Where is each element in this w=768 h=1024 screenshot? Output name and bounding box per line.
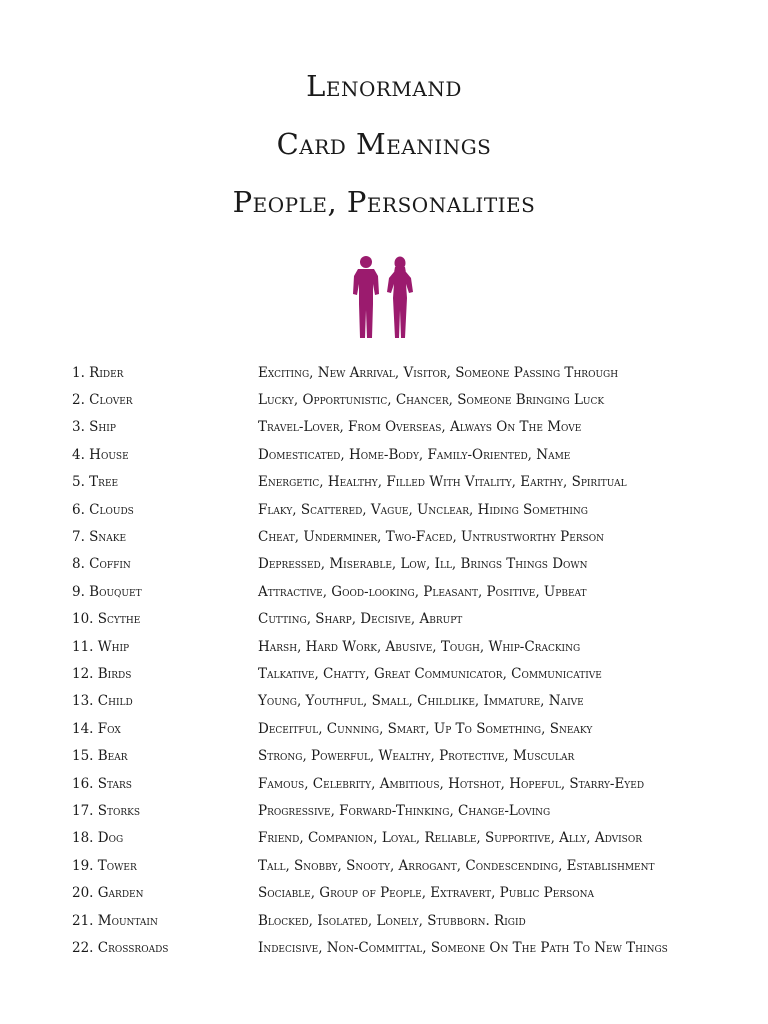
list-item: [72, 688, 712, 715]
list-item: [72, 469, 712, 496]
card-name: 7. Snake: [72, 529, 127, 546]
card-name: 14. Fox: [72, 720, 121, 737]
card-meaning: Energetic, Healthy, Filled With Vitality, Earthy, Spiritual: [258, 474, 627, 491]
title-line-3: People, Personalities: [232, 185, 536, 219]
card-meaning: Depressed, Miserable, Low, Ill, Brings Things Down: [258, 556, 588, 573]
card-name: 10. Scythe: [72, 611, 141, 628]
card-name: 1. Rider: [72, 364, 124, 381]
card-name: 4. House: [72, 446, 129, 463]
card-meaning: Sociable, Group of People, Extravert, Public Persona: [258, 885, 595, 902]
list-item: [72, 386, 712, 413]
card-name: 11. Whip: [72, 638, 130, 655]
card-name: 6. Clouds: [72, 501, 134, 518]
list-item: [72, 633, 712, 660]
man-and-woman-silhouette-icon: [345, 254, 423, 340]
card-name: 8. Coffin: [72, 556, 131, 573]
card-name: 19. Tower: [72, 857, 137, 874]
list-item: [72, 852, 712, 879]
list-item: [72, 523, 712, 550]
card-name: 12. Birds: [72, 665, 132, 682]
card-name: 15. Bear: [72, 748, 128, 765]
card-meaning: Friend, Companion, Loyal, Reliable, Supportive, Ally, Advisor: [258, 830, 642, 847]
card-meaning: Harsh, Hard Work, Abusive, Tough, Whip-Cracking: [258, 638, 581, 655]
card-name: 13. Child: [72, 693, 133, 710]
card-name: 9. Bouquet: [72, 583, 142, 600]
list-item: [72, 770, 712, 797]
card-name: 5. Tree: [72, 474, 119, 491]
card-name: 16. Stars: [72, 775, 132, 792]
list-item: [72, 825, 712, 852]
card-name: 21. Mountain: [72, 912, 158, 929]
card-meaning: Domesticated, Home-Body, Family-Oriented, Name: [258, 446, 571, 463]
card-meaning: Tall, Snobby, Snooty, Arrogant, Condescending, Establishment: [258, 857, 655, 874]
list-item: [72, 551, 712, 578]
card-meaning: Indecisive, Non-Committal, Someone On The Path To New Things: [258, 939, 668, 956]
card-meanings-list: [72, 359, 712, 962]
title-line-1: Lenormand: [306, 69, 462, 103]
card-name: 20. Garden: [72, 885, 144, 902]
card-meaning: Blocked, Isolated, Lonely, Stubborn. Rigid: [258, 912, 526, 929]
list-item: [72, 934, 712, 961]
card-meaning: Exciting, New Arrival, Visitor, Someone Passing Through: [258, 364, 619, 381]
list-item: [72, 496, 712, 523]
list-item: [72, 797, 712, 824]
card-meaning: Deceitful, Cunning, Smart, Up To Something, Sneaky: [258, 720, 593, 737]
card-name: 3. Ship: [72, 419, 116, 436]
card-meaning: Young, Youthful, Small, Childlike, Immature, Naive: [258, 693, 584, 710]
title-line-2: Card Meanings: [276, 127, 492, 161]
list-item: [72, 441, 712, 468]
card-meaning: Attractive, Good-looking, Pleasant, Positive, Upbeat: [258, 583, 587, 600]
card-meaning: Cutting, Sharp, Decisive, Abrupt: [258, 611, 463, 628]
list-item: [72, 879, 712, 906]
card-name: 17. Storks: [72, 802, 141, 819]
card-name: 2. Clover: [72, 392, 133, 409]
list-item: [72, 742, 712, 769]
list-item: [72, 606, 712, 633]
card-name: 22. Crossroads: [72, 939, 169, 956]
card-meaning: Strong, Powerful, Wealthy, Protective, Muscular: [258, 748, 575, 765]
card-meaning: Lucky, Opportunistic, Chancer, Someone Bringing Luck: [258, 392, 605, 409]
card-meaning: Progressive, Forward-Thinking, Change-Loving: [258, 802, 551, 819]
card-meaning: Talkative, Chatty, Great Communicator, Communicative: [258, 665, 602, 682]
list-item: [72, 414, 712, 441]
card-meaning: Flaky, Scattered, Vague, Unclear, Hiding Something: [258, 501, 588, 518]
list-item: [72, 660, 712, 687]
title-block: [0, 69, 768, 246]
list-item: [72, 578, 712, 605]
list-item: [72, 359, 712, 386]
card-meaning: Famous, Celebrity, Ambitious, Hotshot, Hopeful, Starry-Eyed: [258, 775, 645, 792]
card-name: 18. Dog: [72, 830, 124, 847]
card-meaning: Travel-Lover, From Overseas, Always On The Move: [258, 419, 582, 436]
list-item: [72, 907, 712, 934]
list-item: [72, 715, 712, 742]
card-meaning: Cheat, Underminer, Two-Faced, Untrustworthy Person: [258, 529, 605, 546]
